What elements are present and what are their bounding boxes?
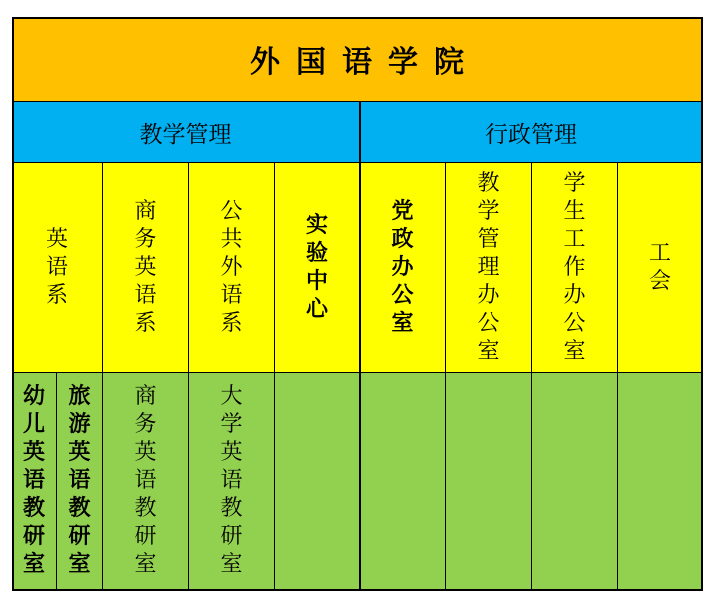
department-cell xyxy=(103,163,189,373)
division-cell-teaching xyxy=(12,102,360,163)
department-cell xyxy=(446,163,532,373)
department-cell xyxy=(360,163,446,373)
division-label: 教学管理 xyxy=(139,121,232,148)
empty-cell xyxy=(618,373,703,591)
department-label: 实验中心 xyxy=(305,212,328,322)
department-cell xyxy=(189,163,275,373)
office-cell xyxy=(57,373,103,591)
department-label: 公共外语系 xyxy=(220,198,243,336)
office-label: 大学英语教研室 xyxy=(220,384,243,577)
empty-cell xyxy=(360,373,446,591)
office-cell xyxy=(12,373,57,591)
empty-cell xyxy=(532,373,618,591)
department-label: 教学管理办公室 xyxy=(477,170,500,364)
department-cell xyxy=(618,163,703,373)
office-label: 旅游英语教研室 xyxy=(68,384,91,577)
division-label: 行政管理 xyxy=(485,121,577,148)
department-cell xyxy=(12,163,103,373)
department-label: 英语系 xyxy=(45,226,68,308)
division-cell-admin xyxy=(360,102,703,163)
department-label: 商务英语系 xyxy=(134,198,157,336)
org-chart-table xyxy=(12,17,703,591)
department-cell xyxy=(275,163,360,373)
empty-cell xyxy=(446,373,532,591)
office-cell xyxy=(189,373,275,591)
office-label: 商务英语教研室 xyxy=(134,384,157,577)
department-label: 工会 xyxy=(648,240,671,294)
title-cell xyxy=(12,17,703,102)
department-cell xyxy=(532,163,618,373)
page-title: 外国语学院 xyxy=(250,45,480,80)
office-label: 幼儿英语教研室 xyxy=(22,384,45,577)
department-label: 党政办公室 xyxy=(391,198,414,336)
office-cell xyxy=(103,373,189,591)
department-label: 学生工作办公室 xyxy=(563,170,586,364)
empty-cell xyxy=(275,373,360,591)
